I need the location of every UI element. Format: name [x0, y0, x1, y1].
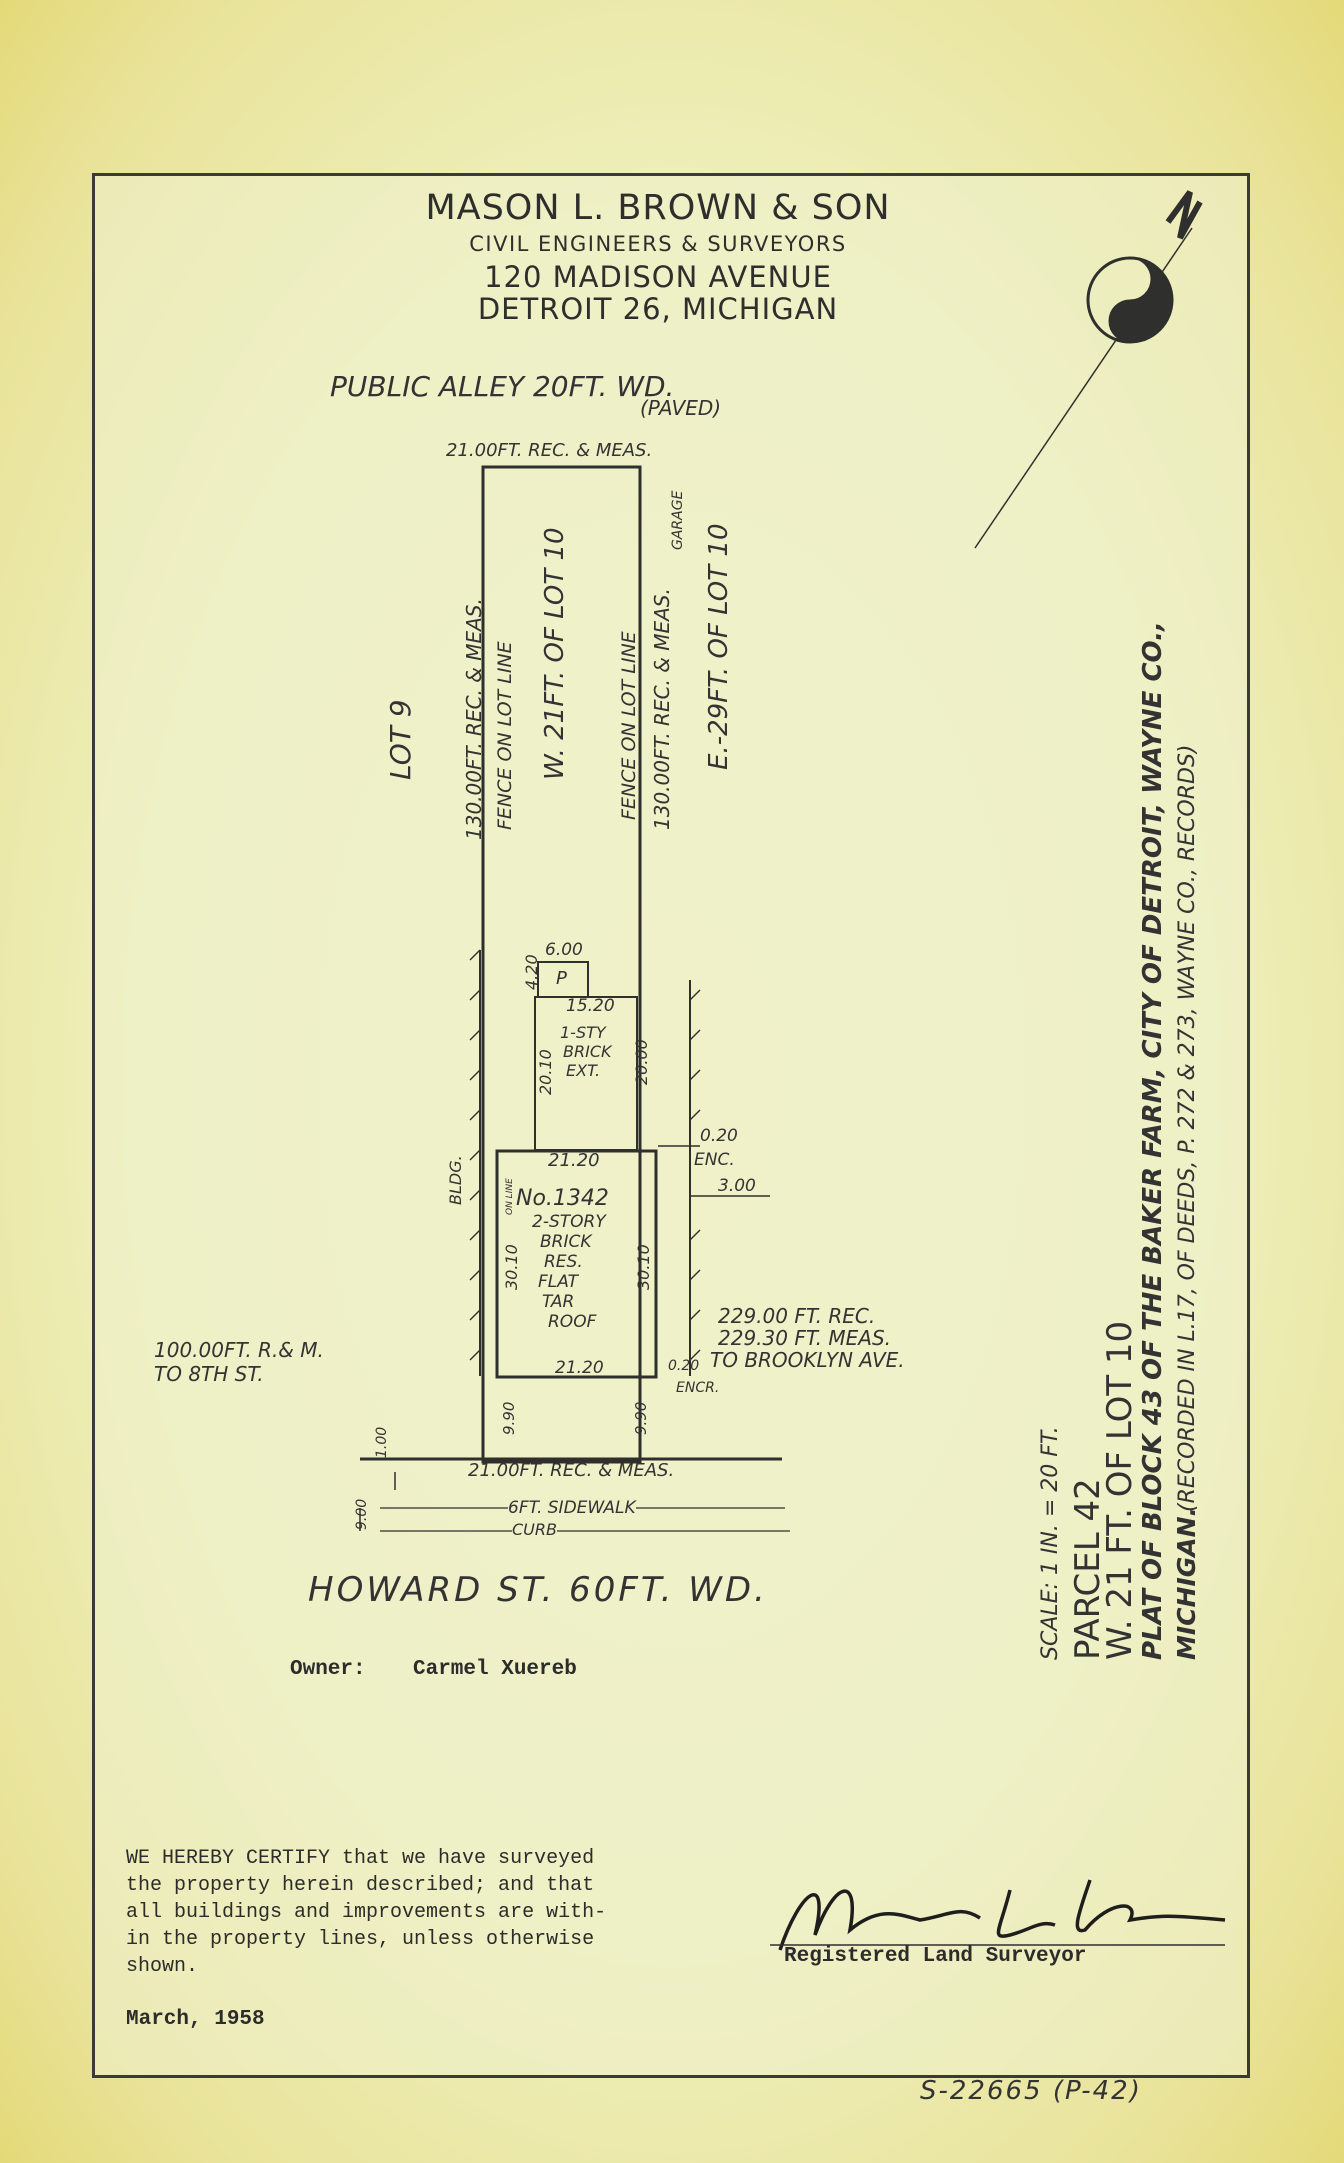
to-ave-meas: 229.30 FT. MEAS.: [718, 1326, 892, 1350]
cert-line-4: in the property lines, unless otherwise: [126, 1928, 595, 1951]
file-number: S-22665 (P-42): [920, 2076, 1142, 2106]
lot-center: W. 21FT. OF LOT 10: [540, 527, 570, 780]
res-label-5: TAR: [542, 1292, 575, 1312]
res-label-1: 2-STORY: [532, 1212, 606, 1232]
res-right: 30.10: [634, 1244, 653, 1290]
res-label-6: ROOF: [548, 1312, 597, 1332]
cert-line-2: the property herein described; and that: [126, 1874, 595, 1897]
plat-text: PLAT OF BLOCK 43 OF THE BAKER FARM, CITY OF DETROIT, WAYNE CO.,: [1138, 621, 1168, 1660]
on-line-note: ON LINE: [505, 1178, 515, 1215]
alley-label: PUBLIC ALLEY 20FT. WD.: [330, 370, 675, 403]
res-bottom: 21.20: [555, 1358, 604, 1378]
right-fence: FENCE ON LOT LINE: [618, 631, 640, 820]
cert-line-5: shown.: [126, 1955, 199, 1978]
res-label-3: RES.: [544, 1252, 583, 1272]
firm-subtitle: CIVIL ENGINEERS & SURVEYORS: [469, 232, 847, 256]
walk-offset: 1.00: [374, 1426, 390, 1458]
scale-text: SCALE: 1 IN. = 20 FT.: [1038, 1426, 1063, 1660]
right-depth: 130.00FT. REC. & MEAS.: [650, 588, 674, 830]
michigan-text: MICHIGAN.: [1172, 1506, 1201, 1660]
signature-image: [780, 1880, 1225, 1950]
ext-label-2: BRICK: [563, 1042, 612, 1061]
lot-left: LOT 9: [384, 699, 417, 780]
enc-bottom-label: ENCR.: [676, 1380, 720, 1396]
ext-label-3: EXT.: [566, 1061, 601, 1080]
bottom-width: 21.00FT. REC. & MEAS.: [468, 1460, 675, 1481]
porch-width: 6.00: [545, 940, 583, 960]
lot-right: E.-29FT. OF LOT 10: [704, 523, 734, 770]
lot-text: W. 21 FT. OF LOT 10: [1100, 1320, 1140, 1660]
setback-left: 9.90: [500, 1401, 518, 1435]
res-label-2: BRICK: [540, 1232, 592, 1252]
recorded-text: (RECORDED IN L.17, OF DEEDS, P. 272 & 273, WAYNE CO., RECORDS): [1175, 744, 1200, 1512]
ext-label-1: 1-STY: [560, 1023, 606, 1042]
north-arrow-icon: [975, 192, 1200, 548]
porch-height: 4.20: [522, 954, 541, 990]
signer-title: Registered Land Surveyor: [784, 1945, 1087, 1968]
bldg-label: BLDG.: [446, 1155, 465, 1205]
gap-value: 3.00: [718, 1176, 756, 1196]
setback-right: 9.90: [632, 1401, 650, 1435]
to-8th-1: 100.00FT. R.& M.: [154, 1338, 324, 1362]
res-label-4: FLAT: [538, 1272, 579, 1292]
firm-city: DETROIT 26, MICHIGAN: [477, 292, 839, 326]
ext-right: 20.00: [632, 1039, 651, 1085]
ext-left: 20.10: [536, 1049, 555, 1095]
sidewalk-label: 6FT. SIDEWALK: [508, 1498, 636, 1518]
enc-bottom-value: 0.20: [668, 1358, 700, 1374]
curb-label: CURB: [512, 1520, 557, 1539]
to-8th-2: TO 8TH ST.: [154, 1362, 264, 1386]
top-width: 21.00FT. REC. & MEAS.: [446, 440, 653, 461]
parcel-text: PARCEL 42: [1068, 1478, 1108, 1660]
owner-name: Carmel Xuereb: [413, 1658, 577, 1681]
owner-label: Owner:: [290, 1658, 366, 1681]
enc-top-value: 0.20: [700, 1126, 738, 1146]
cert-date: March, 1958: [126, 2008, 265, 2031]
enc-top-label: ENC.: [694, 1150, 735, 1170]
cert-line-3: all buildings and improvements are with-: [126, 1901, 607, 1924]
res-left: 30.10: [502, 1244, 521, 1290]
cert-line-1: WE HEREBY CERTIFY that we have surveyed: [126, 1847, 595, 1870]
left-depth: 130.00FT. REC. & MEAS.: [462, 598, 486, 840]
ext-width: 15.20: [566, 996, 615, 1016]
porch-label: P: [556, 968, 567, 989]
curb-offset: 9.00: [354, 1498, 370, 1530]
alley-note: (PAVED): [640, 396, 722, 420]
res-top: 21.20: [548, 1150, 600, 1171]
street-label: HOWARD ST. 60FT. WD.: [308, 1570, 768, 1610]
res-number: No.1342: [516, 1186, 609, 1211]
firm-name: MASON L. BROWN & SON: [425, 188, 891, 228]
to-ave: TO BROOKLYN AVE.: [710, 1348, 905, 1372]
left-fence: FENCE ON LOT LINE: [494, 641, 516, 830]
firm-address: 120 MADISON AVENUE: [484, 260, 832, 294]
to-ave-rec: 229.00 FT. REC.: [718, 1304, 876, 1328]
garage-label: GARAGE: [670, 490, 686, 550]
